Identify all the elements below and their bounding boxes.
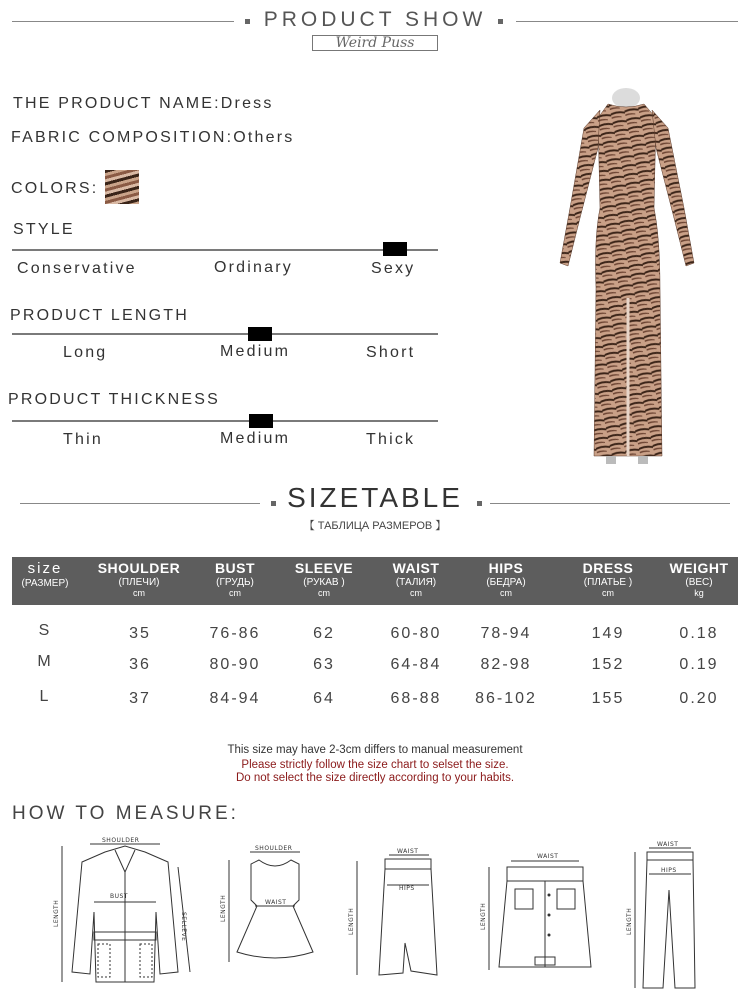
diagram-jacket xyxy=(50,832,200,992)
note-measurement-diff: This size may have 2-3cm differs to manual measurement xyxy=(227,744,523,756)
col-weight-label: WEIGHT xyxy=(669,560,729,576)
fabric-row xyxy=(11,129,294,147)
col-size xyxy=(0,557,90,589)
row-m-bust: 80-90 xyxy=(209,656,261,673)
product-name-value: Dress xyxy=(220,95,274,112)
col-weight-unit: kg xyxy=(694,588,704,598)
col-shoulder-unit: cm xyxy=(133,588,145,598)
product-name-row xyxy=(13,95,274,113)
size-table-header xyxy=(12,557,738,605)
style-scale-line xyxy=(12,249,438,251)
row-m-weight: 0.19 xyxy=(679,656,719,673)
diagram-denim-skirt xyxy=(475,845,615,985)
color-swatch-tiger-print[interactable] xyxy=(105,170,139,204)
col-size-label: size xyxy=(27,560,63,577)
row-s-weight: 0.18 xyxy=(679,625,719,642)
fabric-value: Others xyxy=(233,129,295,146)
skirt-hips-label: HIPS xyxy=(399,885,415,892)
pants-waist-label: WAIST xyxy=(657,841,679,848)
col-bust-unit: cm xyxy=(229,588,241,598)
header-rule-right xyxy=(516,21,738,22)
style-option-ordinary: Ordinary xyxy=(214,259,293,276)
row-s-sleeve: 62 xyxy=(313,625,335,642)
col-bust xyxy=(190,557,280,598)
style-title: STYLE xyxy=(13,221,75,238)
col-dress-ru: (ПЛАТЬЕ ) xyxy=(583,577,633,588)
col-hips xyxy=(461,557,551,598)
jacket-sleeve-label: SELLEVE xyxy=(180,912,187,942)
diagram-pants xyxy=(625,840,715,990)
pants-hips-label: HIPS xyxy=(661,867,677,874)
thickness-title: PRODUCT THICKNESS xyxy=(8,391,220,408)
col-dress-label: DRESS xyxy=(582,560,634,576)
row-l-shoulder: 37 xyxy=(129,690,151,707)
row-s-shoulder: 35 xyxy=(129,625,151,642)
row-m-shoulder: 36 xyxy=(129,656,151,673)
style-option-sexy: Sexy xyxy=(371,260,416,277)
col-waist-unit: cm xyxy=(410,588,422,598)
brand-name: Weird Puss xyxy=(312,35,438,51)
row-l-hips: 86-102 xyxy=(475,690,537,707)
col-bust-label: BUST xyxy=(214,560,256,576)
row-l-weight: 0.20 xyxy=(679,690,719,707)
row-l-bust: 84-94 xyxy=(209,690,261,707)
dress-shoulder-label: SHOULDER xyxy=(255,845,293,852)
page-title: PRODUCT SHOW xyxy=(263,8,487,31)
row-l-waist: 68-88 xyxy=(390,690,442,707)
thickness-option-thick: Thick xyxy=(366,431,416,448)
skirt-waist-label: WAIST xyxy=(397,848,419,855)
product-image-dress[interactable] xyxy=(548,88,708,468)
fabric-label: FABRIC COMPOSITION: xyxy=(11,129,234,146)
length-option-short: Short xyxy=(366,344,416,361)
row-l-sleeve: 64 xyxy=(313,690,335,707)
col-dress xyxy=(563,557,653,598)
pants-length-label: LENGTH xyxy=(626,907,633,935)
row-s-bust: 76-86 xyxy=(209,625,261,642)
jacket-shoulder-label: SHOULDER xyxy=(102,837,140,844)
dress-waist-label: WAIST xyxy=(265,899,287,906)
row-l-dress: 155 xyxy=(591,690,625,707)
thickness-scale-line xyxy=(12,420,438,422)
style-option-conservative: Conservative xyxy=(17,260,137,277)
length-marker xyxy=(248,327,272,341)
row-s-dress: 149 xyxy=(591,625,625,642)
jacket-bust-label: BUST xyxy=(110,893,128,900)
sizetable-dot-right xyxy=(477,501,482,506)
sizetable-rule-right xyxy=(490,503,730,504)
dress-illustration xyxy=(548,88,708,468)
col-shoulder xyxy=(94,557,184,598)
jacket-length-label: LENGTH xyxy=(53,899,60,927)
row-s-hips: 78-94 xyxy=(480,625,532,642)
row-m-size: M xyxy=(37,653,53,670)
col-dress-unit: cm xyxy=(602,588,614,598)
col-size-ru: (РАЗМЕР) xyxy=(21,578,69,589)
denim-skirt-length-label: LENGTH xyxy=(480,902,487,930)
col-waist-ru: (ТАЛИЯ) xyxy=(395,577,437,588)
how-to-measure-title: HOW TO MEASURE: xyxy=(12,803,239,824)
col-waist xyxy=(371,557,461,598)
row-m-sleeve: 63 xyxy=(313,656,335,673)
thickness-marker xyxy=(249,414,273,428)
row-m-waist: 64-84 xyxy=(390,656,442,673)
col-shoulder-ru: (ПЛЕЧИ) xyxy=(118,577,160,588)
note-dont-guess: Do not select the size directly according to your habits. xyxy=(235,772,515,784)
col-waist-label: WAIST xyxy=(392,560,440,576)
note-follow-chart: Please strictly follow the size chart to selset the size. xyxy=(241,759,509,771)
col-hips-ru: (БЕДРА) xyxy=(486,577,526,588)
row-m-dress: 152 xyxy=(591,656,625,673)
thickness-option-medium: Medium xyxy=(220,430,291,447)
dress-length-label: LENGTH xyxy=(220,894,227,922)
colors-label: COLORS: xyxy=(11,180,99,197)
length-option-medium: Medium xyxy=(220,343,291,360)
col-bust-ru: (ГРУДЬ) xyxy=(216,577,254,588)
row-m-hips: 82-98 xyxy=(480,656,532,673)
row-l-size: L xyxy=(39,688,51,705)
style-marker xyxy=(383,242,407,256)
sizetable-title: SIZETABLE xyxy=(287,482,463,513)
sizetable-subtitle: 【 ТАБЛИЦА РАЗМЕРОВ 】 xyxy=(303,520,447,532)
row-s-waist: 60-80 xyxy=(390,625,442,642)
diagram-skirt xyxy=(345,845,445,995)
length-title: PRODUCT LENGTH xyxy=(10,307,189,324)
length-option-long: Long xyxy=(63,344,108,361)
col-sleeve-unit: cm xyxy=(318,588,330,598)
col-sleeve-label: SLEEVE xyxy=(294,560,354,576)
thickness-option-thin: Thin xyxy=(63,431,103,448)
col-weight-ru: (ВЕС) xyxy=(685,577,713,588)
col-shoulder-label: SHOULDER xyxy=(97,560,181,576)
col-sleeve-ru: (РУКАВ ) xyxy=(303,577,345,588)
col-hips-unit: cm xyxy=(500,588,512,598)
col-weight xyxy=(654,557,744,598)
col-hips-label: HIPS xyxy=(488,560,524,576)
denim-skirt-waist-label: WAIST xyxy=(537,853,559,860)
header-dot-right xyxy=(498,19,503,24)
diagram-dress xyxy=(215,842,315,992)
product-name-label: THE PRODUCT NAME: xyxy=(13,95,221,112)
col-sleeve xyxy=(279,557,369,598)
length-scale-line xyxy=(12,333,438,335)
row-s-size: S xyxy=(38,622,52,639)
skirt-length-label: LENGTH xyxy=(348,907,355,935)
